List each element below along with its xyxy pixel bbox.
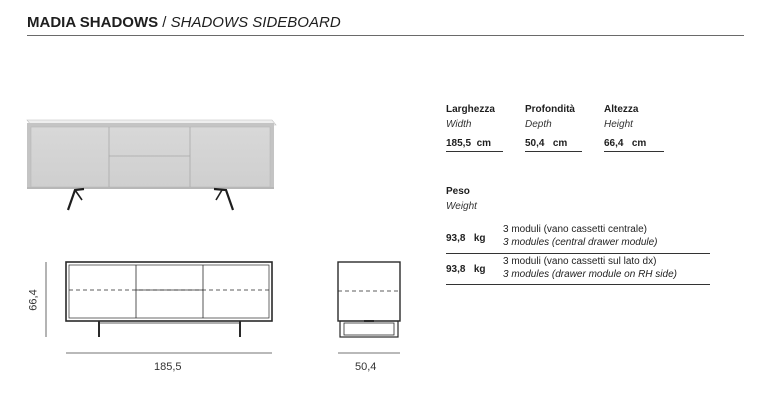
weight-description: [503, 256, 677, 280]
depth-column: [525, 104, 582, 152]
dimension-lines: [46, 262, 400, 353]
sideboard-render: [27, 120, 276, 210]
width-dimension-label: 185,5: [154, 361, 182, 373]
depth-dimension-label: 50,4: [355, 361, 377, 373]
weight-number: 93,8: [446, 233, 466, 244]
weight-description: [503, 224, 658, 248]
weight-unit: kg: [473, 264, 486, 275]
height-number: 66,4: [604, 138, 624, 149]
title-separator: /: [158, 14, 171, 31]
weight-row: [446, 224, 710, 255]
height-label: Altezza: [604, 104, 639, 115]
weight-row-underline: [446, 284, 710, 285]
height-sublabel: Height: [604, 119, 633, 130]
width-column: [446, 104, 503, 152]
depth-unit: cm: [552, 138, 568, 149]
depth-underline: [525, 151, 582, 152]
width-underline: [446, 151, 503, 152]
depth-label: Profondità: [525, 104, 575, 115]
weight-unit: kg: [473, 233, 486, 244]
weight-description-en: 3 modules (central drawer module): [503, 237, 658, 248]
front-elevation: [66, 262, 272, 337]
height-value: [604, 138, 664, 149]
width-label: Larghezza: [446, 104, 495, 115]
height-underline: [604, 151, 664, 152]
width-unit: cm: [476, 138, 492, 149]
depth-number: 50,4: [525, 138, 545, 149]
weight-number: 93,8: [446, 264, 466, 275]
weight-description-it: 3 moduli (vano cassetti sul lato dx): [503, 256, 657, 267]
height-dimension-label: 66,4: [27, 289, 40, 311]
weight-row-underline: [446, 253, 710, 254]
weight-sublabel: Weight: [446, 201, 477, 212]
width-value: [446, 138, 503, 149]
weight-value: [446, 233, 485, 244]
width-number: 185,5: [446, 138, 472, 149]
weight-label: Peso: [446, 186, 470, 197]
product-name-english: SHADOWS SIDEBOARD: [170, 14, 341, 31]
depth-sublabel: Depth: [525, 119, 552, 130]
height-unit: cm: [631, 138, 647, 149]
product-name: MADIA SHADOWS: [27, 14, 159, 31]
width-sublabel: Width: [446, 119, 472, 130]
weight-row: [446, 256, 710, 286]
side-elevation: [338, 262, 400, 337]
depth-value: [525, 138, 582, 149]
weight-description-it: 3 moduli (vano cassetti centrale): [503, 224, 647, 235]
weight-value: [446, 264, 485, 275]
height-column: [604, 104, 664, 152]
weight-description-en: 3 modules (drawer module on RH side): [503, 269, 677, 280]
